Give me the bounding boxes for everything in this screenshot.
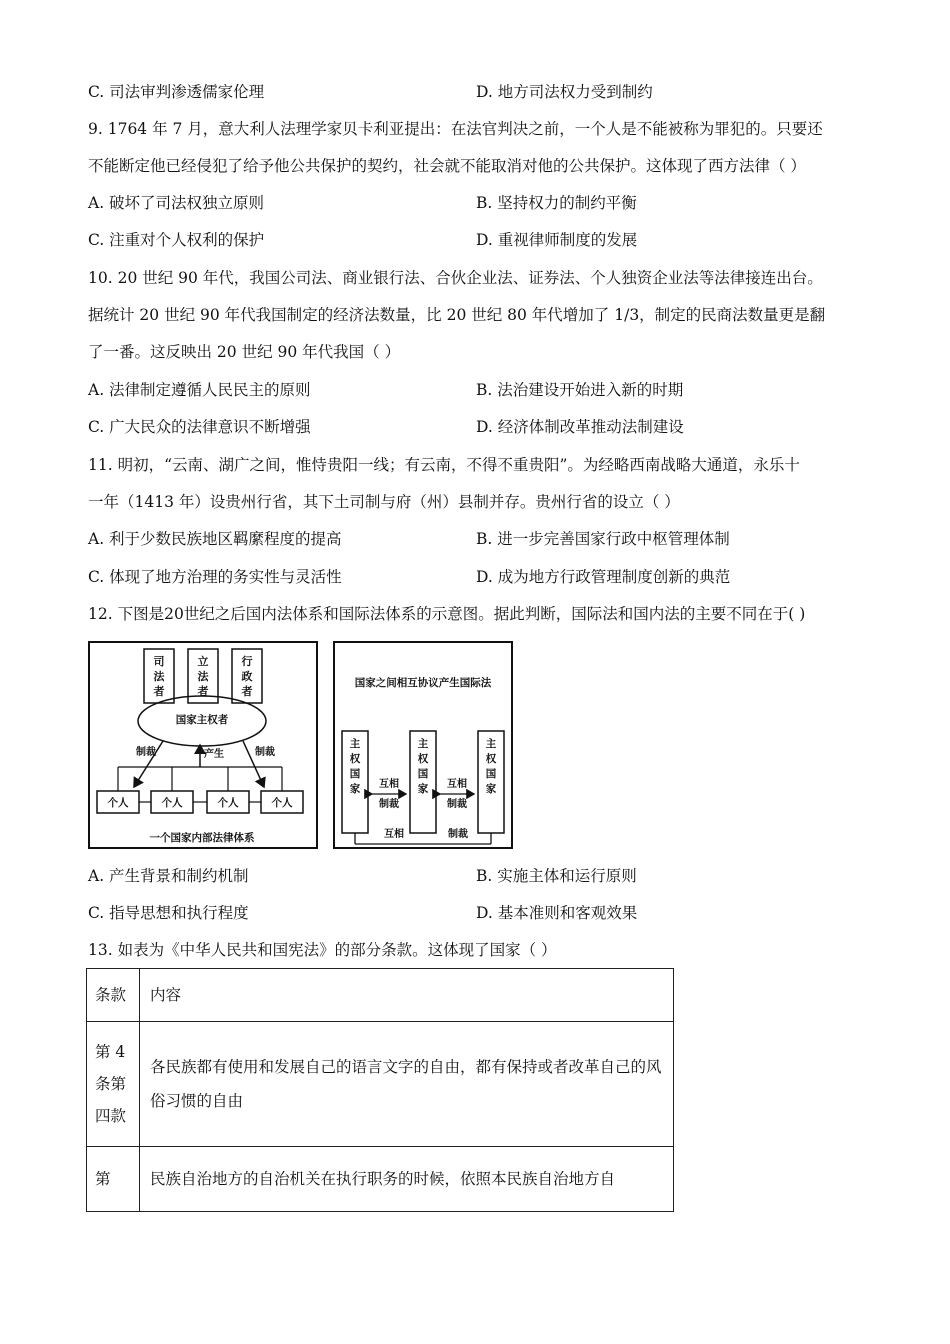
svg-text:国: 国 bbox=[349, 768, 361, 780]
legislator-label-1: 立 bbox=[197, 655, 209, 668]
q9-stem-line2: 不能断定他已经侵犯了给予他公共保护的契约，社会就不能取消对他的公共保护。这体现了西方法律（ ） bbox=[88, 157, 806, 175]
judiciary-label-3: 者 bbox=[153, 685, 165, 698]
svg-text:家: 家 bbox=[485, 783, 497, 795]
q12-option-c: C. 指导思想和执行程度 bbox=[88, 904, 249, 922]
sanction-label-r-right: 制裁 bbox=[447, 799, 467, 810]
q12-option-a: A. 产生背景和制约机制 bbox=[88, 867, 249, 885]
svg-text:权: 权 bbox=[417, 753, 429, 765]
judiciary-label-1: 司 bbox=[153, 655, 165, 668]
q11-option-d: D. 成为地方行政管理制度创新的典范 bbox=[476, 568, 731, 586]
q12-option-d: D. 基本准则和客观效果 bbox=[476, 904, 638, 922]
q11-option-b: B. 进一步完善国家行政中枢管理体制 bbox=[476, 530, 730, 548]
row1-content: 各民族都有使用和发展自己的语言文字的自由，都有保持或者改革自己的风俗习惯的自由 bbox=[140, 1022, 674, 1147]
judiciary-label-2: 法 bbox=[153, 670, 165, 683]
mutual-label-bottom: 互相 bbox=[384, 829, 404, 840]
q10-option-a: A. 法律制定遵循人民民主的原则 bbox=[88, 381, 311, 399]
header-content: 内容 bbox=[140, 969, 674, 1022]
legislator-label-2: 法 bbox=[197, 670, 209, 683]
svg-text:权: 权 bbox=[485, 753, 497, 765]
constitution-table bbox=[86, 968, 674, 1212]
table-header-row bbox=[87, 969, 674, 1022]
table-row bbox=[87, 1022, 674, 1147]
q11-stem-line2: 一年（1413 年）设贵州行省，其下土司制与府（州）县制并存。贵州行省的设立（ ） bbox=[88, 493, 680, 511]
mutual-label-left: 互相 bbox=[379, 779, 399, 790]
sanction-label-left: 制裁 bbox=[136, 747, 156, 758]
svg-text:国: 国 bbox=[485, 768, 497, 780]
table-row bbox=[87, 1147, 674, 1212]
executive-label-2: 政 bbox=[241, 670, 253, 683]
sanction-label-r-left: 制裁 bbox=[379, 799, 399, 810]
q8-option-d: D. 地方司法权力受到制约 bbox=[476, 83, 653, 101]
q8-option-c: C. 司法审判渗透儒家伦理 bbox=[88, 83, 265, 101]
q10-stem-line2: 据统计 20 世纪 90 年代我国制定的经济法数量，比 20 世纪 80 年代增加了 1/3，制定的民商法数量更是翻 bbox=[88, 306, 826, 324]
svg-text:家: 家 bbox=[417, 783, 429, 795]
q11-option-a: A. 利于少数民族地区羁縻程度的提高 bbox=[88, 530, 342, 548]
international-title: 国家之间相互协议产生国际法 bbox=[354, 677, 492, 689]
q10-stem-line1: 10. 20 世纪 90 年代，我国公司法、商业银行法、合伙企业法、证券法、个人独资企业法等法律接连出台。 bbox=[88, 269, 823, 287]
q9-option-b: B. 坚持权力的制约平衡 bbox=[476, 194, 637, 212]
q9-stem-line1: 9. 1764 年 7 月，意大利人法理学家贝卡利亚提出：在法官判决之前，一个人是不能被称为罪犯的。只要还 bbox=[88, 120, 823, 138]
sanction-label-right: 制裁 bbox=[255, 747, 275, 758]
q9-option-a: A. 破坏了司法权独立原则 bbox=[88, 194, 265, 212]
svg-text:主: 主 bbox=[485, 738, 497, 750]
q12-stem-line1: 12. 下图是20世纪之后国内法体系和国际法体系的示意图。据此判断，国际法和国内法的主要不同在于( ) bbox=[88, 605, 806, 623]
produce-label: 产生 bbox=[204, 749, 224, 760]
law-system-diagram bbox=[88, 641, 514, 851]
q10-stem-line3: 了一番。这反映出 20 世纪 90 年代我国（ ） bbox=[88, 343, 401, 361]
individual-label-1: 个人 bbox=[107, 797, 129, 809]
row1-clause: 第 4 条第四款 bbox=[87, 1022, 140, 1147]
sanction-label-bottom: 制裁 bbox=[448, 829, 468, 840]
mutual-label-right: 互相 bbox=[447, 779, 467, 790]
individual-label-3: 个人 bbox=[217, 797, 239, 809]
q11-option-c: C. 体现了地方治理的务实性与灵活性 bbox=[88, 568, 342, 586]
row2-clause: 第 bbox=[87, 1147, 140, 1212]
svg-text:家: 家 bbox=[349, 783, 361, 795]
q9-option-d: D. 重视律师制度的发展 bbox=[476, 231, 638, 249]
svg-text:主: 主 bbox=[349, 738, 361, 750]
q11-stem-line1: 11. 明初，“云南、湖广之间，惟恃贵阳一线；有云南，不得不重贵阳”。为经略西南战略大通道，永乐十 bbox=[88, 456, 800, 474]
executive-label-1: 行 bbox=[241, 655, 253, 668]
q12-option-b: B. 实施主体和运行原则 bbox=[476, 867, 637, 885]
row2-content: 民族自治地方的自治机关在执行职务的时候，依照本民族自治地方自 bbox=[140, 1147, 674, 1212]
svg-text:国: 国 bbox=[417, 768, 429, 780]
q10-option-b: B. 法治建设开始进入新的时期 bbox=[476, 381, 684, 399]
legislator-label-3: 者 bbox=[197, 685, 209, 698]
sovereign-label: 国家主权者 bbox=[175, 714, 229, 726]
domestic-caption: 一个国家内部法律体系 bbox=[149, 832, 255, 844]
q10-option-d: D. 经济体制改革推动法制建设 bbox=[476, 418, 684, 436]
q13-stem-line1: 13. 如表为《中华人民共和国宪法》的部分条款。这体现了国家（ ） bbox=[88, 941, 557, 959]
header-clause: 条款 bbox=[87, 969, 140, 1022]
q10-option-c: C. 广大民众的法律意识不断增强 bbox=[88, 418, 311, 436]
svg-text:权: 权 bbox=[349, 753, 361, 765]
q9-option-c: C. 注重对个人权利的保护 bbox=[88, 231, 265, 249]
individual-label-4: 个人 bbox=[271, 797, 293, 809]
individual-label-2: 个人 bbox=[161, 797, 183, 809]
law-system-diagram-svg bbox=[88, 641, 514, 851]
executive-label-3: 者 bbox=[241, 685, 253, 698]
svg-text:主: 主 bbox=[417, 738, 429, 750]
